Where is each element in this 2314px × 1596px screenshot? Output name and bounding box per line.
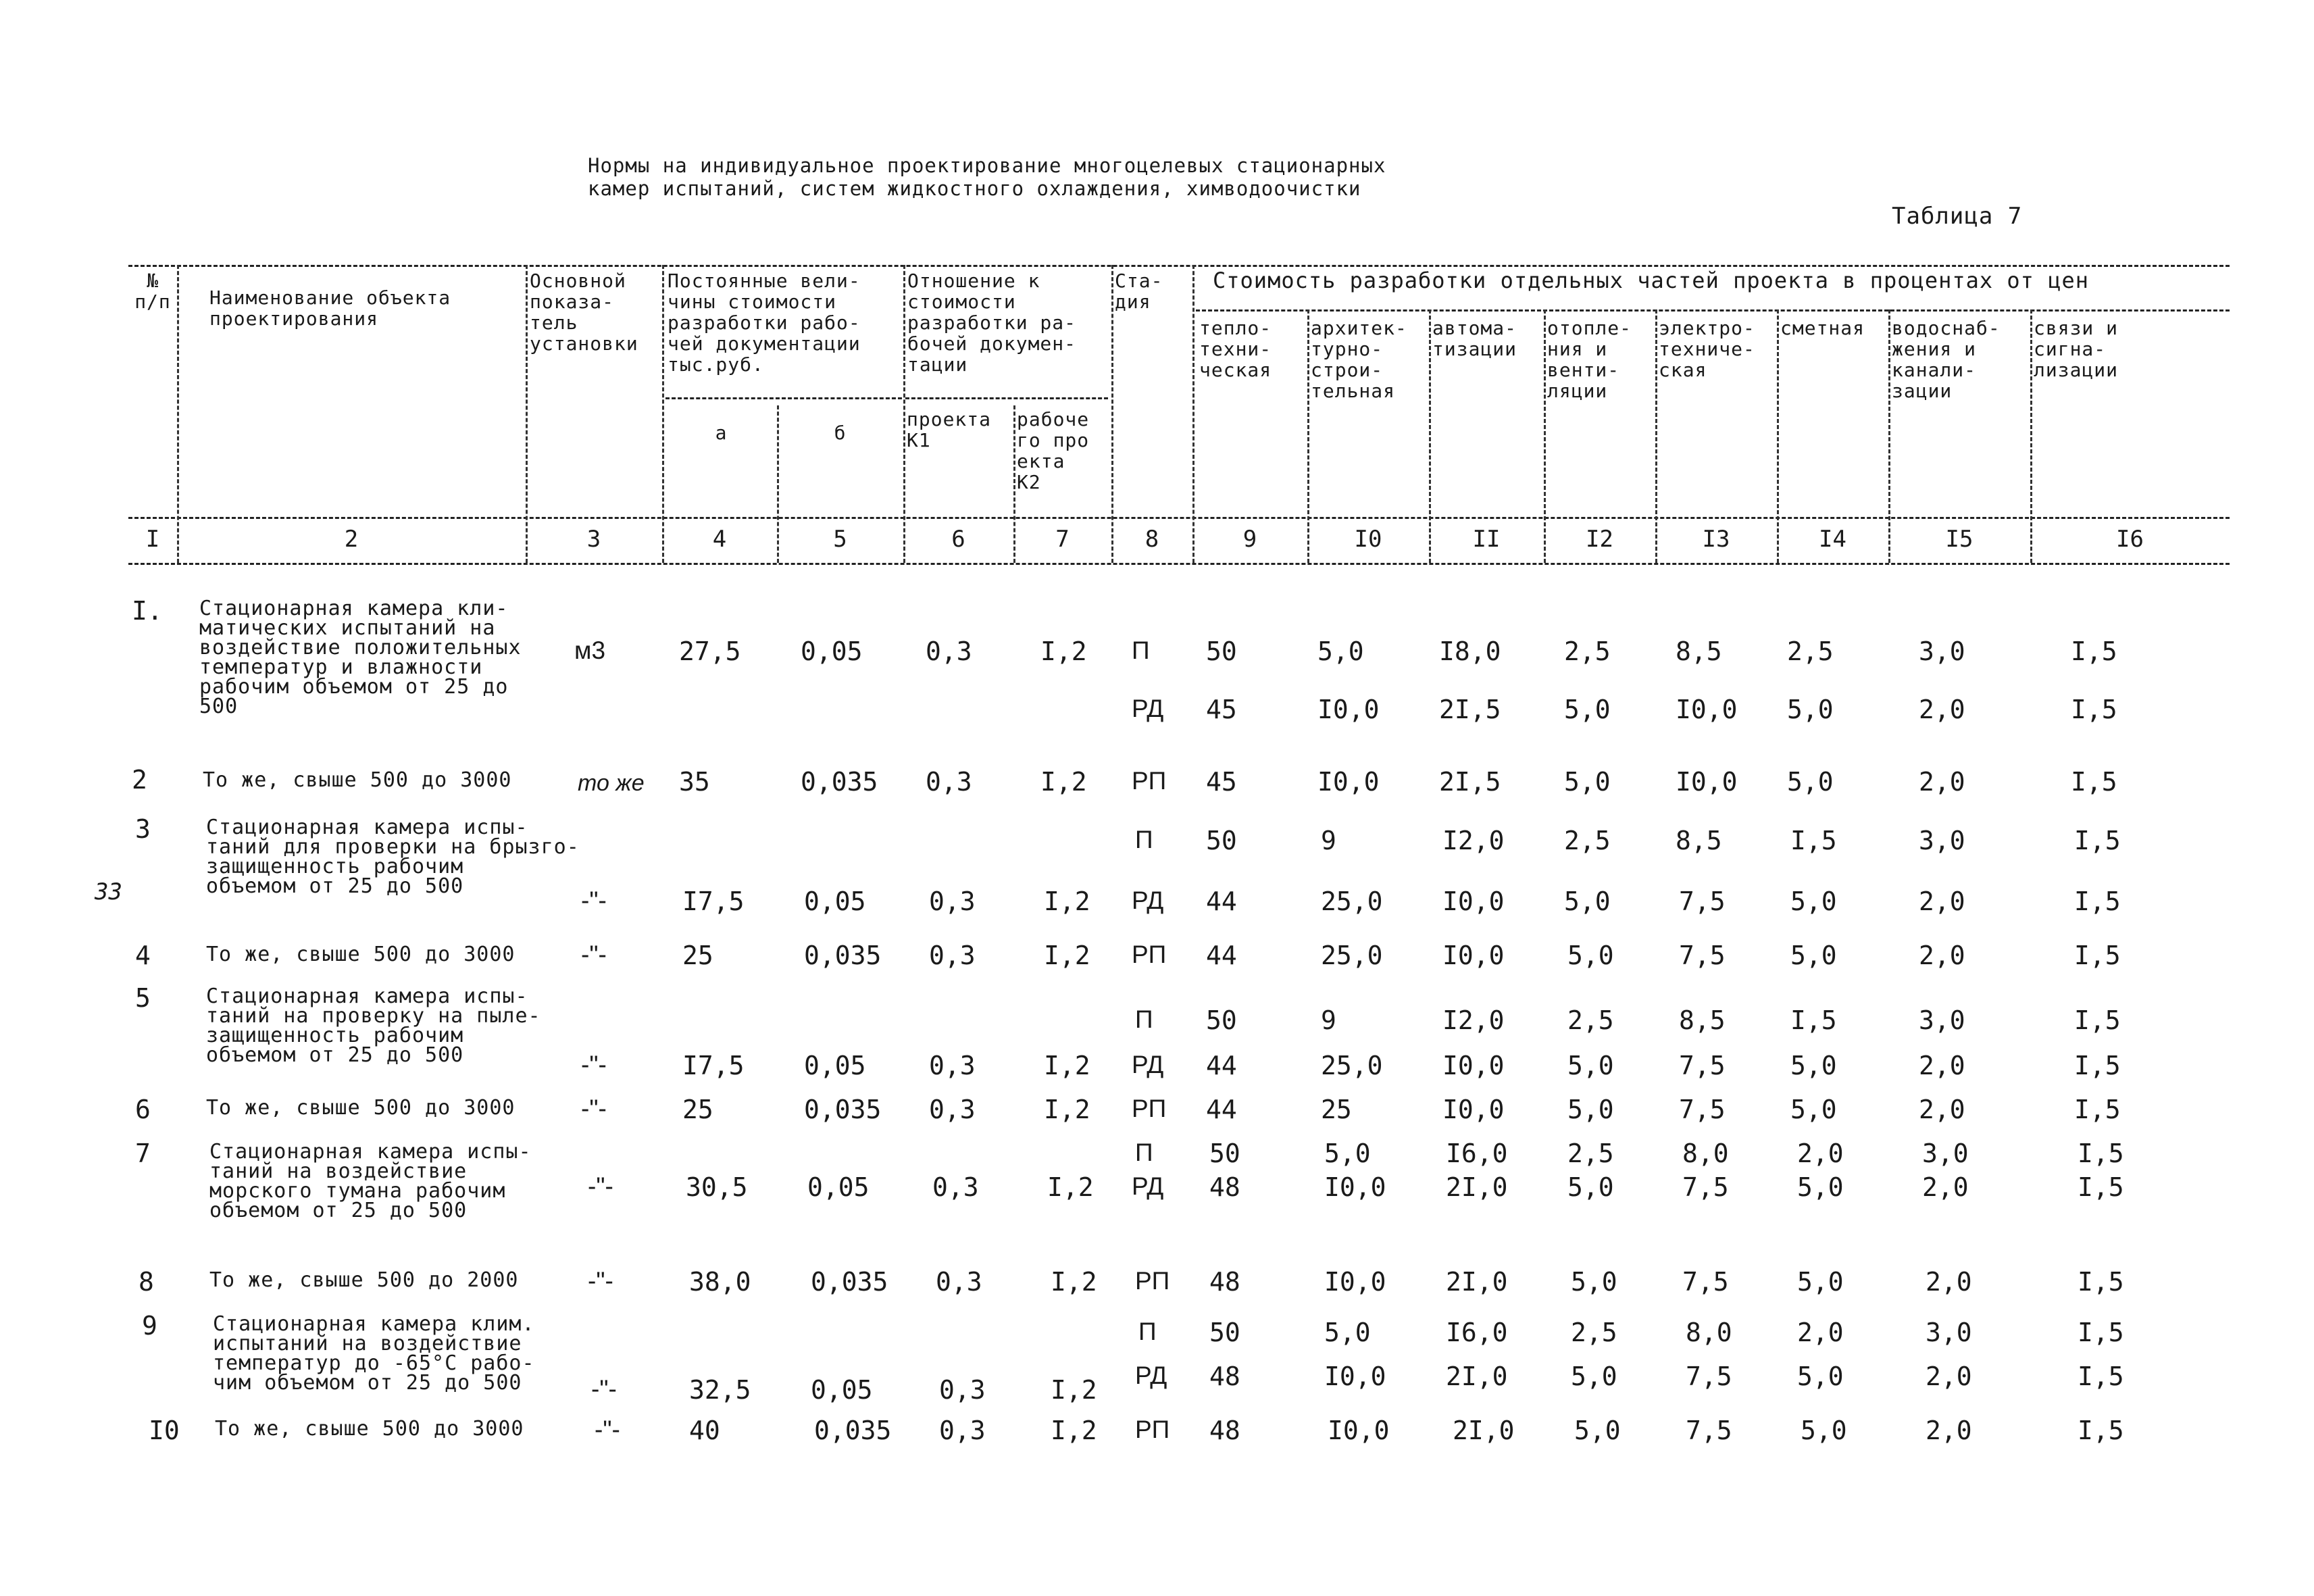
stage-value: 9 [1321,826,1336,855]
row-value-a: 25 [682,1095,713,1124]
header-col11: автома- тизации [1432,317,1517,360]
column-number: I2 [1586,526,1613,553]
stage-value: 3,0 [1919,826,1965,855]
header-col10: архитек- турно- строи- тельная [1311,317,1407,402]
row-number: 5 [135,983,151,1013]
stage-value: 2,0 [1919,1051,1965,1080]
row-name: То же, свыше 500 до 2000 [209,1268,519,1292]
stage-label: РД [1132,1051,1164,1078]
stage-value: I0,0 [1317,695,1380,724]
stage-value: 25,0 [1321,887,1383,916]
stage-value: 5,0 [1790,1051,1837,1080]
stage-value: 5,0 [1567,941,1614,970]
stage-value: 8,0 [1682,1139,1729,1168]
stage-value: 3,0 [1922,1139,1969,1168]
row-name: Стационарная камера клим. испытаний на воздействие температур до -65°С рабо- чим объемом от 25 до 500 [213,1312,535,1395]
stage-value: 5,0 [1324,1139,1371,1168]
stage-value: I,5 [2078,1172,2124,1202]
stage-value: I0,0 [1328,1416,1390,1445]
stage-value: 50 [1209,1139,1240,1168]
column-number: I0 [1354,526,1382,553]
stage-value: 48 [1209,1267,1240,1297]
header-col45: Постоянные вели- чины стоимости разработки рабо- чей документации тыс.руб. [668,270,861,376]
stage-value: I,5 [2071,637,2117,666]
stage-value: 8,5 [1679,1005,1726,1035]
header-col8: Ста- дия [1115,270,1163,313]
row-value-b: 0,05 [811,1375,873,1405]
stage-value: 7,5 [1682,1267,1729,1297]
row-unit: то же [578,770,645,796]
row-value-k1: 0,3 [929,887,976,916]
header-col16: связи и сигна- лизации [2034,317,2119,381]
row-value-k2: I,2 [1051,1375,1097,1405]
col-divider-12 [1655,309,1657,563]
stage-value: 5,0 [1797,1267,1844,1297]
stage-value: I,5 [2071,767,2117,797]
header-col14: сметная [1780,317,1865,339]
stage-value: 48 [1209,1362,1240,1391]
row-unit: -"- [581,1051,607,1078]
stage-label: П [1135,1005,1153,1033]
stage-value: 7,5 [1686,1362,1732,1391]
stage-value: 50 [1209,1318,1240,1347]
header-col1: № п/п [134,270,171,313]
column-number: I [145,526,160,553]
row-value-a: I7,5 [682,887,745,916]
header-col6: проекта К1 [907,408,992,451]
stage-value: 2,0 [1922,1172,1969,1202]
row-number: 7 [135,1139,151,1168]
header-col13: электро- техниче- ская [1659,317,1755,381]
stage-value: 2,0 [1926,1416,1972,1445]
stage-value: 2I,0 [1453,1416,1515,1445]
stage-value: 5,0 [1787,767,1834,797]
header-col2: Наименование объекта проектирования [209,286,451,330]
title-line-2: камер испытаний, систем жидкостного охлаждения, химводоочистки [588,177,1361,200]
stage-value: I,5 [2078,1267,2124,1297]
stage-label: РП [1132,941,1167,968]
stage-label: РД [1132,695,1164,722]
stage-value: 2,5 [1787,637,1834,666]
stage-value: 3,0 [1926,1318,1972,1347]
row-value-b: 0,035 [801,767,878,797]
stage-value: 8,5 [1676,637,1722,666]
margin-handwritten-mark: 33 [95,878,122,905]
stage-value: I0,0 [1324,1362,1386,1391]
column-number: I6 [2116,526,2144,553]
stage-value: I,5 [2078,1139,2124,1168]
stage-value: 44 [1206,1095,1237,1124]
col-divider-7 [1111,265,1113,563]
row-value-b: 0,05 [807,1172,870,1202]
stage-value: 2,5 [1564,637,1611,666]
row-unit: -"- [581,1095,607,1122]
stage-label: П [1138,1318,1157,1345]
stage-value: 44 [1206,1051,1237,1080]
stage-value: 2,0 [1926,1362,1972,1391]
row-unit: -"- [581,941,607,968]
column-number: 9 [1242,526,1257,553]
row-value-k2: I,2 [1040,767,1087,797]
stage-value: I0,0 [1676,767,1738,797]
column-number: I5 [1945,526,1973,553]
stage-value: I0,0 [1442,1095,1505,1124]
stage-value: I,5 [2074,1051,2121,1080]
stage-value: 2I,0 [1446,1267,1508,1297]
row-value-b: 0,035 [814,1416,892,1445]
stage-value: 44 [1206,941,1237,970]
row-name: То же, свыше 500 до 3000 [215,1417,524,1441]
column-number: 6 [951,526,965,553]
header-bottom-rule [128,563,2230,565]
row-name: Стационарная камера испы- таний на воздействие морского тумана рабочим объемом от 25 до 500 [209,1140,532,1222]
header-col9: тепло- техни- ческая [1199,317,1272,381]
stage-value: 5,0 [1564,887,1611,916]
stage-value: 7,5 [1679,941,1726,970]
row-value-k1: 0,3 [929,1095,976,1124]
document-title [588,154,1601,200]
header-col12: отопле- ния и венти- ляции [1547,317,1632,402]
table-label: Таблица 7 [1892,203,2023,230]
row-number: 3 [135,814,151,844]
stage-value: I,5 [2078,1362,2124,1391]
stage-value: 3,0 [1919,637,1965,666]
row-value-a: 38,0 [689,1267,751,1297]
header-sub-rule-67 [905,397,1108,399]
stage-label: РД [1132,1172,1164,1200]
stage-value: 9 [1321,1005,1336,1035]
stage-value: 5,0 [1571,1267,1617,1297]
row-number: 6 [135,1095,151,1124]
row-value-a: 25 [682,941,713,970]
stage-label: РП [1135,1416,1170,1443]
row-value-b: 0,05 [804,887,866,916]
row-value-b: 0,035 [804,1095,882,1124]
column-number: 2 [344,526,359,553]
stage-value: I,5 [2074,887,2121,916]
stage-value: 2,0 [1919,767,1965,797]
col-divider-15 [2030,309,2032,563]
row-number: 4 [135,941,151,970]
stage-label: П [1132,637,1150,664]
header-col4: а [715,422,728,444]
header-top-rule [128,265,2230,267]
stage-value: I0,0 [1317,767,1380,797]
row-value-k1: 0,3 [932,1172,979,1202]
header-col3: Основной показа- тель установки [530,270,638,355]
stage-label: РД [1132,887,1164,914]
stage-value: 2,0 [1797,1139,1844,1168]
stage-value: I6,0 [1446,1318,1508,1347]
stage-value: 5,0 [1574,1416,1621,1445]
header-col67: Отношение к стоимости разработки ра- бочей докумен- тации [907,270,1077,376]
row-value-k2: I,2 [1044,1051,1090,1080]
column-number: 5 [833,526,847,553]
stage-value: 5,0 [1797,1172,1844,1202]
row-value-k1: 0,3 [939,1375,986,1405]
row-value-k2: I,2 [1051,1416,1097,1445]
column-number: 7 [1055,526,1070,553]
stage-value: 5,0 [1324,1318,1371,1347]
header-parts-group: Стоимость разработки отдельных частей проекта в процентах от цен [1213,268,2089,293]
row-value-b: 0,035 [811,1267,888,1297]
row-value-k2: I,2 [1044,887,1090,916]
row-value-k1: 0,3 [929,1051,976,1080]
stage-value: 25,0 [1321,941,1383,970]
header-col7: рабоче го про екта К2 [1017,408,1090,493]
stage-value: I8,0 [1439,637,1501,666]
stage-value: 2,5 [1567,1139,1614,1168]
col-divider-14 [1888,309,1890,563]
stage-value: I,5 [2074,941,2121,970]
stage-value: 48 [1209,1416,1240,1445]
row-value-b: 0,05 [801,637,863,666]
row-unit: -"- [588,1172,613,1200]
row-value-k1: 0,3 [926,637,972,666]
stage-value: 5,0 [1567,1051,1614,1080]
row-value-a: 32,5 [689,1375,751,1405]
row-name: Стационарная камера испы- таний на проверку на пыле- защищенность рабочим объемом от 25 до 500 [206,984,541,1067]
title-line-1: Нормы на индивидуальное проектирование многоцелевых стационарных [588,154,1386,177]
row-number: I. [132,596,163,626]
stage-value: 2,5 [1571,1318,1617,1347]
row-number: I0 [149,1416,180,1445]
stage-value: 50 [1206,637,1237,666]
stage-value: 5,0 [1801,1416,1847,1445]
row-value-k1: 0,3 [929,941,976,970]
row-unit: м3 [574,637,606,664]
col-divider-8 [1192,265,1194,563]
stage-value: 5,0 [1571,1362,1617,1391]
stage-value: 7,5 [1679,1051,1726,1080]
stage-value: 25 [1321,1095,1352,1124]
row-value-k2: I,2 [1047,1172,1094,1202]
row-unit: -"- [591,1375,617,1403]
col-divider-1 [177,265,179,563]
stage-value: I,5 [2074,1005,2121,1035]
stage-value: 7,5 [1679,1095,1726,1124]
col-divider-13 [1777,309,1779,563]
stage-value: 45 [1206,767,1237,797]
stage-value: 2,0 [1919,887,1965,916]
stage-value: 8,5 [1676,826,1722,855]
row-value-k1: 0,3 [926,767,972,797]
row-value-a: 35 [679,767,710,797]
stage-value: 5,0 [1317,637,1364,666]
row-value-b: 0,05 [804,1051,866,1080]
stage-value: I0,0 [1442,941,1505,970]
stage-value: 45 [1206,695,1237,724]
column-number: I3 [1702,526,1730,553]
stage-value: I2,0 [1442,826,1505,855]
stage-value: 2I,0 [1446,1172,1508,1202]
column-number: 8 [1145,526,1159,553]
column-number: 4 [712,526,727,553]
row-value-k2: I,2 [1044,941,1090,970]
stage-value: 2I,5 [1439,767,1501,797]
stage-value: I,5 [2074,826,2121,855]
col-divider-10 [1429,309,1431,563]
column-number: I4 [1819,526,1846,553]
row-value-a: I7,5 [682,1051,745,1080]
stage-value: 5,0 [1790,941,1837,970]
stage-value: 7,5 [1679,887,1726,916]
header-parts-rule [1196,309,2230,311]
col-divider-2 [526,265,528,563]
stage-value: 25,0 [1321,1051,1383,1080]
stage-value: I,5 [1790,826,1837,855]
header-colnum-top-rule [128,517,2230,519]
stage-value: 5,0 [1564,767,1611,797]
stage-label: РД [1135,1362,1167,1389]
stage-value: 5,0 [1567,1172,1614,1202]
stage-value: 44 [1206,887,1237,916]
stage-label: РП [1132,767,1167,795]
stage-value: I,5 [2074,1095,2121,1124]
stage-value: I,5 [2071,695,2117,724]
stage-value: 2,0 [1919,941,1965,970]
stage-value: I0,0 [1324,1172,1386,1202]
stage-value: 5,0 [1790,887,1837,916]
row-name: То же, свыше 500 до 3000 [206,1096,515,1120]
row-number: 8 [139,1267,154,1297]
stage-value: 2,0 [1797,1318,1844,1347]
stage-value: 7,5 [1682,1172,1729,1202]
stage-value: 5,0 [1564,695,1611,724]
column-number: 3 [586,526,601,553]
row-name: Стационарная камера кли- матических испытаний на воздействие положительных температур и влажности рабочим объемом от 25 до 500 [199,597,522,718]
stage-value: 5,0 [1797,1362,1844,1391]
stage-label: РП [1135,1267,1170,1295]
stage-value: 2,0 [1919,1095,1965,1124]
row-value-b: 0,035 [804,941,882,970]
row-number: 2 [132,765,147,795]
row-unit: -"- [595,1416,620,1443]
row-value-k2: I,2 [1044,1095,1090,1124]
row-value-k1: 0,3 [936,1267,982,1297]
row-name: То же, свыше 500 до 3000 [203,768,512,792]
stage-value: I0,0 [1442,1051,1505,1080]
row-name: Стационарная камера испы- таний для проверки на брызго- защищенность рабочим объемом от 25 до 500 [206,816,580,898]
stage-value: I,5 [2078,1416,2124,1445]
col-divider-11 [1544,309,1546,563]
stage-value: 2,5 [1564,826,1611,855]
row-value-k2: I,2 [1051,1267,1097,1297]
row-name: То же, свыше 500 до 3000 [206,943,515,966]
stage-value: I0,0 [1676,695,1738,724]
stage-value: 8,0 [1686,1318,1732,1347]
stage-value: 5,0 [1790,1095,1837,1124]
stage-value: 48 [1209,1172,1240,1202]
stage-value: I,5 [2078,1318,2124,1347]
col-divider-3 [662,265,664,563]
stage-value: 5,0 [1787,695,1834,724]
stage-value: 3,0 [1919,1005,1965,1035]
stage-value: 50 [1206,1005,1237,1035]
stage-value: 2I,0 [1446,1362,1508,1391]
stage-value: 2,0 [1919,695,1965,724]
row-value-a: 40 [689,1416,720,1445]
column-number: II [1472,526,1501,553]
stage-value: I0,0 [1442,887,1505,916]
col-divider-9 [1307,309,1309,563]
header-col15: водоснаб- жения и канали- зации [1892,317,2001,402]
stage-value: I2,0 [1442,1005,1505,1035]
stage-value: 50 [1206,826,1237,855]
row-unit: -"- [581,887,607,914]
stage-value: 2I,5 [1439,695,1501,724]
row-value-a: 27,5 [679,637,741,666]
stage-value: 2,5 [1567,1005,1614,1035]
stage-label: РП [1132,1095,1167,1122]
stage-value: 5,0 [1567,1095,1614,1124]
row-unit: -"- [588,1267,613,1295]
stage-value: 7,5 [1686,1416,1732,1445]
row-number: 9 [142,1311,157,1341]
stage-value: 2,0 [1926,1267,1972,1297]
row-value-k1: 0,3 [939,1416,986,1445]
row-value-a: 30,5 [686,1172,748,1202]
stage-value: I0,0 [1324,1267,1386,1297]
header-col5: б [834,422,847,444]
header-sub-rule-45 [665,397,902,399]
stage-label: П [1135,1139,1153,1166]
stage-value: I6,0 [1446,1139,1508,1168]
row-value-k2: I,2 [1040,637,1087,666]
stage-label: П [1135,826,1153,853]
stage-value: I,5 [1790,1005,1837,1035]
